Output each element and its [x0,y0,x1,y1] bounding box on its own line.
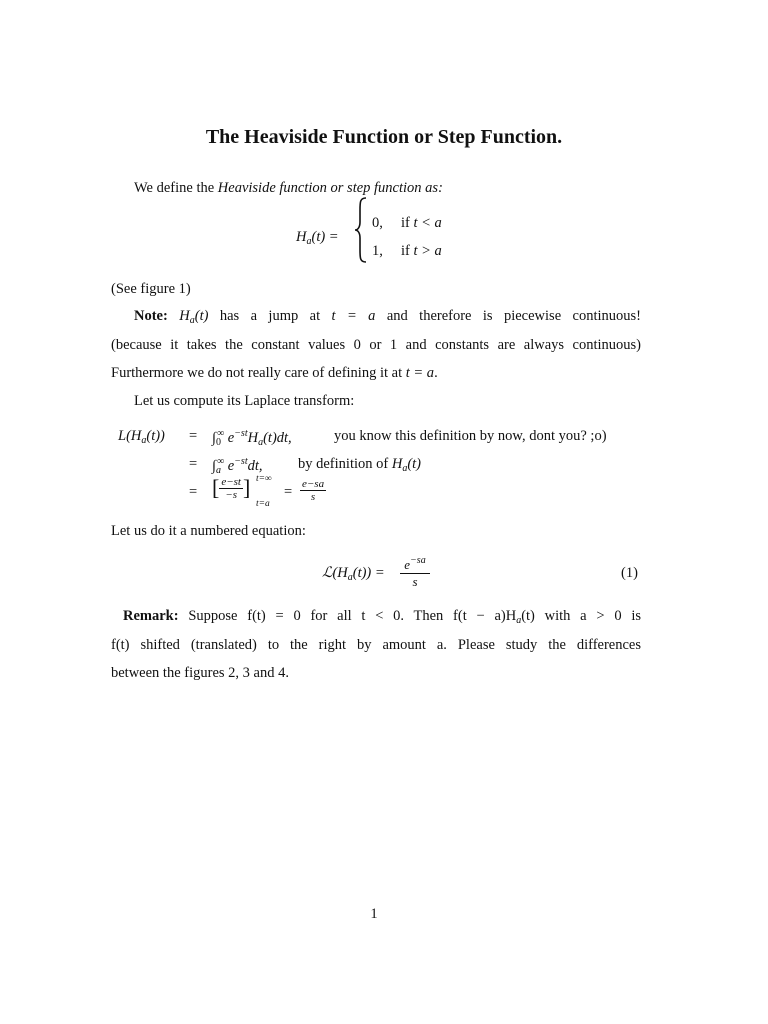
eq-sign-4: = [284,484,293,500]
note-line-2: (because it takes the constant values 0 or 1 and constants are always continuous) [111,337,641,353]
note-line-1: Note: $H_a(t)$ has a jump at t = a and therefore is piecewise continuous! [134,308,642,326]
eq-sign-2: = [189,456,198,472]
derivation-row-2: $\int_a^\infty$ $e^{-st}dt$, [212,456,263,476]
page-title: The Heaviside Function or Step Function. [205,126,563,148]
intro-emphasis: Heaviside function or step function as: [217,180,443,196]
intro-line [134,178,641,198]
case-1-value: 0, [372,215,383,231]
definition-lhs: $H_a(t)$ = [296,229,339,247]
integral-sign: ∫ [212,430,216,446]
derivation-comment-1: you know this definition by now, dont you? ;o) [334,428,607,444]
bracket-lower-limit: t=a [256,499,270,509]
case-2-condition: if t > a [401,243,442,259]
remark-label: Remark: [123,608,179,624]
numbered-fraction: $e^{-sa}$ s [400,553,430,590]
integral-sign: ∫ [212,458,216,474]
remark-line-1: Remark: Suppose f(t) = 0 for all t < 0. Then $f(t - a)H_a(t)$ with a > 0 is [123,608,641,626]
see-figure: (See figure 1) [111,281,191,297]
remark-line-2: f(t) shifted (translated) to the right by amount a. Please study the differences [111,637,641,653]
numbered-lhs: $ℒ(H_a(t))$ = [322,565,385,583]
numbered-intro: Let us do it a numbered equation: [111,523,306,539]
intro-prefix: We define the [134,180,218,196]
note-line-3: Furthermore we do not really care of defining it at t = a. [111,365,438,381]
equation-number: (1) [621,565,638,581]
note-label: Note: [134,308,168,324]
left-bracket: [ [212,475,220,500]
case-2-value: 1, [372,243,383,259]
eq-sign-1: = [189,428,198,444]
derivation-row-1: $\int_0^\infty$ $e^{-st}H_a(t)dt$, [212,428,292,448]
case-1-condition: if t < a [401,215,442,231]
left-brace [354,196,368,264]
derivation-lhs: $L(H_a(t))$ [118,428,165,446]
bracket-upper-limit: t=∞ [256,474,272,484]
remark-line-3: between the figures 2, 3 and 4. [111,665,289,681]
derivation-row-3 [212,475,250,511]
eq-sign-3: = [189,484,198,500]
compute-intro: Let us compute its Laplace transform: [134,393,355,409]
page-number: 1 [370,906,378,922]
derivation-comment-2: by definition of $H_a(t)$ [298,456,422,474]
bracket-fraction: $\frac{e-st}{-s}$ [221,475,241,501]
result-fraction: $\frac{e-sa}{s}$ [302,478,325,503]
right-bracket: ] [242,475,251,500]
